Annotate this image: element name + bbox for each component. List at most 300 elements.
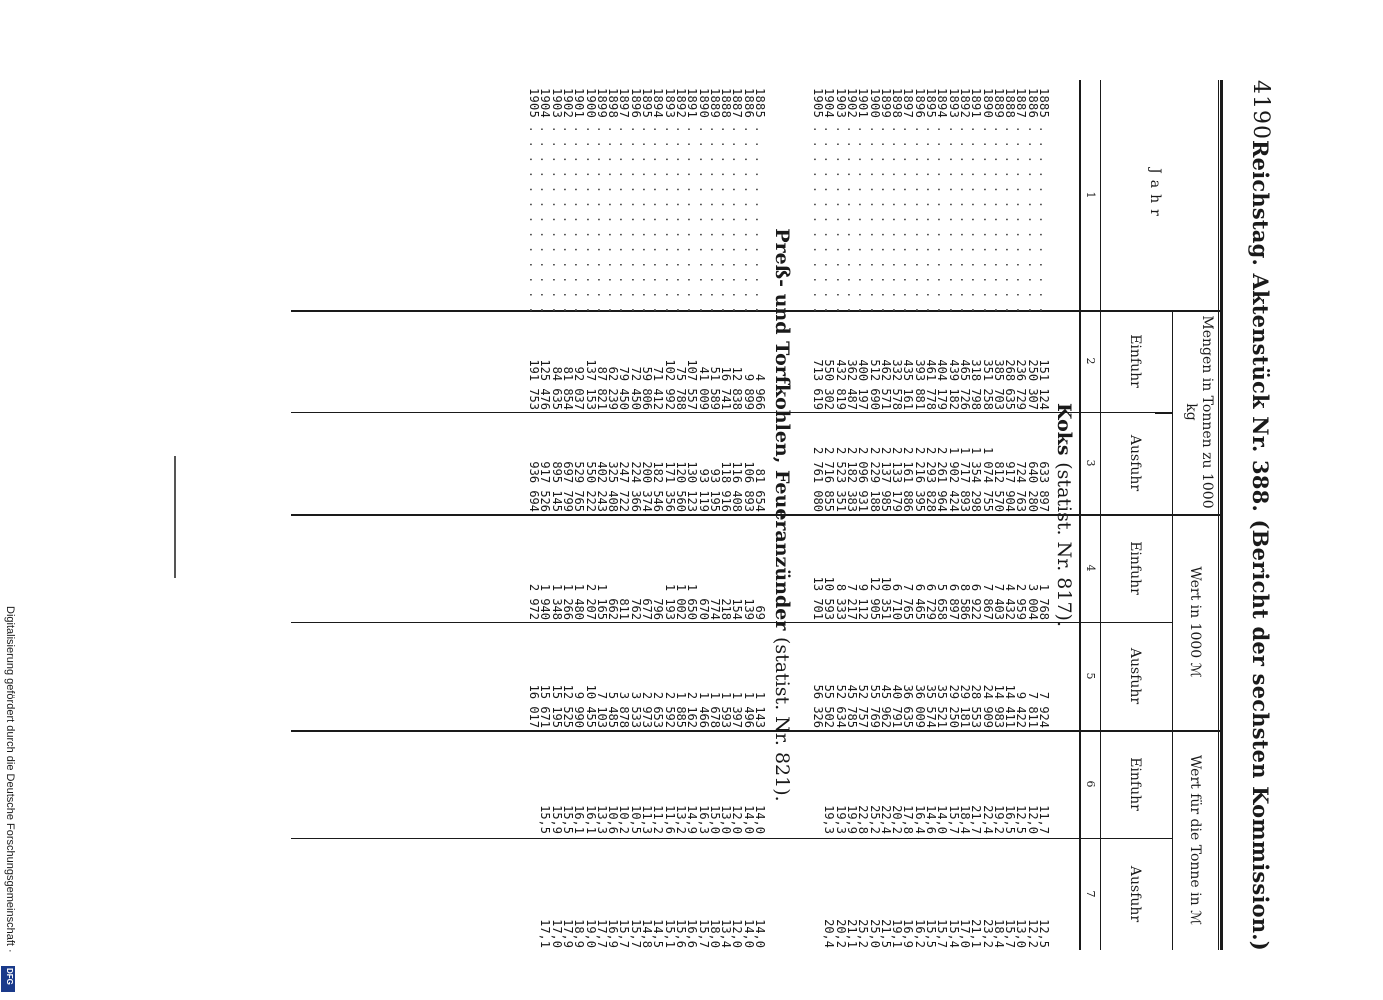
- leader-dots: . . . . . . . . . . . . .: [673, 118, 688, 314]
- year-value: 1894: [651, 88, 666, 119]
- col-number-2: 2: [1084, 357, 1097, 365]
- table-cell: 2 182 383: [844, 446, 859, 512]
- leader-dots: . . . . . . . . . . . . .: [640, 118, 655, 314]
- year-value: 1902: [844, 88, 859, 119]
- table-cell: 385 703: [991, 359, 1006, 410]
- table-cell: 12,0: [730, 805, 745, 834]
- leader-dots: . . . . . . . . . . . . .: [1014, 118, 1029, 314]
- leader-dots: . . . . . . . . . . . . .: [969, 118, 984, 314]
- table-cell: 15,5: [924, 919, 939, 948]
- table-cell: 17,0: [957, 919, 972, 948]
- table-cell: 15,7: [628, 919, 643, 948]
- table-cell: 724 763: [1014, 461, 1029, 512]
- table-cell: 21,1: [844, 919, 859, 948]
- year-value: 1897: [901, 88, 916, 119]
- leader-dots: . . . . . . . . . . . . .: [628, 118, 643, 314]
- leader-dots: . . . . . . . . . . . . .: [878, 118, 893, 314]
- table-cell: 1 593: [719, 691, 734, 728]
- table-cell: 2 207: [583, 583, 598, 620]
- table-cell: 512 690: [867, 359, 882, 410]
- table-cell: 917 526: [538, 461, 553, 512]
- year-value: 1891: [969, 88, 984, 119]
- leader-dots: . . . . . . . . . . . . .: [730, 118, 745, 314]
- table-cell: 7 217: [844, 583, 859, 620]
- table-cell: 4 432: [1003, 583, 1018, 620]
- table-cell: 713 619: [811, 359, 826, 410]
- year-value: 1889: [707, 88, 722, 119]
- leader-dots: . . . . . . . . . . . . .: [560, 118, 575, 314]
- table-cell: 15 195: [549, 684, 564, 728]
- table-cell: 1 902 424: [946, 446, 961, 512]
- leader-dots: . . . . . . . . . . . . .: [572, 118, 587, 314]
- table-cell: 2 137 985: [878, 446, 893, 512]
- leader-dots: . . . . . . . . . . . . .: [890, 118, 905, 314]
- table-cell: 10,5: [628, 805, 643, 834]
- table-cell: 2 133 179: [890, 446, 905, 512]
- table-cell: 16,5: [1003, 805, 1018, 834]
- table-cell: 529 765: [572, 461, 587, 512]
- table-cell: 11,7: [1037, 805, 1051, 834]
- value-header: Wert in 1000 ℳ: [1187, 566, 1203, 678]
- table-cell: 14 411: [1003, 684, 1018, 728]
- table-cell: 2 761 080: [811, 446, 826, 512]
- quantities-header: Mengen in Tonnen zu 1000 kg: [1183, 315, 1215, 509]
- table-cell: 1 466: [696, 691, 711, 728]
- table-cell: 93 195: [707, 468, 722, 512]
- data-column-3: [528, 412, 765, 512]
- table-cell: 154: [730, 598, 745, 620]
- table-cell: 811: [617, 598, 632, 620]
- year-value: 1903: [833, 88, 848, 119]
- digitization-credit: [2, 606, 22, 994]
- table-cell: 796: [651, 598, 666, 620]
- table-cell: 4 966: [753, 373, 767, 410]
- table-cell: 774: [707, 598, 722, 620]
- table-cell: 15 671: [538, 684, 553, 728]
- table-cell: 18,9: [572, 919, 587, 948]
- table-cell: 462 571: [878, 359, 893, 410]
- year-value: 1893: [662, 88, 677, 119]
- table-cell: 81 854: [560, 366, 575, 410]
- leader-dots: . . . . . . . . . . . . .: [606, 118, 621, 314]
- table-cell: 12,0: [1025, 805, 1040, 834]
- leader-dots: . . . . . . . . . . . . .: [822, 118, 837, 314]
- data-column-3: [812, 412, 1049, 512]
- table-cell: 12 838: [730, 366, 745, 410]
- leader-dots: . . . . . . . . . . . . .: [1003, 118, 1018, 314]
- table-cell: 6 897: [946, 583, 961, 620]
- dfg-logo-text: DFG: [5, 968, 14, 985]
- table-cell: 13,0: [1014, 919, 1029, 948]
- table-cell: 640 280: [1025, 461, 1040, 512]
- table-cell: 439 182: [946, 359, 961, 410]
- year-value: 1900: [583, 88, 598, 119]
- leader-dots: . . . . . . . . . . . . .: [867, 118, 882, 314]
- value-import-header: Einfuhr: [1127, 541, 1143, 595]
- leader-dots: . . . . . . . . . . . . .: [844, 118, 859, 314]
- leader-dots: . . . . . . . . . . . . .: [980, 118, 995, 314]
- leader-dots: . . . . . . . . . . . . .: [707, 118, 722, 314]
- data-column-6: [812, 730, 1049, 834]
- data-column-2: [528, 310, 765, 410]
- table-cell: 10,6: [606, 805, 621, 834]
- leader-dots: . . . . . . . . . . . . .: [685, 118, 700, 314]
- table-cell: 19,1: [890, 919, 905, 948]
- table-cell: 151 124: [1037, 359, 1051, 410]
- table-cell: 29 250: [946, 684, 961, 728]
- table-cell: 325 408: [606, 461, 621, 512]
- table-cell: 14,0: [741, 919, 756, 948]
- table-cell: 15,7: [935, 919, 950, 948]
- table-cell: 13 701: [811, 576, 826, 620]
- table-cell: 52 634: [833, 684, 848, 728]
- table-cell: 15,5: [560, 805, 575, 834]
- table-cell: 40 791: [890, 684, 905, 728]
- year-value: 1885: [753, 88, 767, 119]
- table-cell: 15,1: [662, 919, 677, 948]
- table-cell: 435 161: [901, 359, 916, 410]
- data-column-2: [812, 310, 1049, 410]
- rotated-document-page: [263, 80, 1273, 950]
- table-cell: 20,2: [833, 919, 848, 948]
- table-cell: 5 658: [935, 583, 950, 620]
- digitization-credit-text: Digitalisierung gefördert durch die Deutsche Forschungsgemeinschaft ·: [4, 606, 16, 953]
- data-column-4: [528, 514, 765, 620]
- leader-dots: . . . . . . . . . . . . .: [753, 118, 767, 314]
- table-cell: 28 553: [969, 684, 984, 728]
- table-cell: 24 909: [980, 684, 995, 728]
- table-cell: 351 258: [980, 359, 995, 410]
- table-cell: 393 881: [912, 359, 927, 410]
- table-cell: 17,7: [594, 919, 609, 948]
- table-cell: 102 992: [662, 359, 677, 410]
- year-value: 1887: [1014, 88, 1029, 119]
- table-cell: 22,8: [856, 805, 871, 834]
- table-cell: 11,2: [651, 805, 666, 834]
- leader-dots: . . . . . . . . . . . . .: [617, 118, 632, 314]
- table-cell: 18,4: [991, 919, 1006, 948]
- table-cell: 14 983: [991, 684, 1006, 728]
- leader-dots: . . . . . . . . . . . . .: [833, 118, 848, 314]
- table-cell: 6 922: [969, 583, 984, 620]
- table-cell: 93 119: [696, 468, 711, 512]
- table-cell: 16,1: [583, 805, 598, 834]
- table-cell: 9 899: [741, 373, 756, 410]
- header-subrule: [1172, 310, 1173, 950]
- qty-export-header: Ausfuhr: [1127, 434, 1143, 492]
- leader-dots: . . . . . . . . . . . . .: [991, 118, 1006, 314]
- table-cell: 1 002: [673, 583, 688, 620]
- table-cell: 8 333: [833, 583, 848, 620]
- table-cell: 1 496: [741, 691, 756, 728]
- table-cell: 20,2: [890, 805, 905, 834]
- year-value: 1904: [822, 88, 837, 119]
- year-value: 1886: [1025, 88, 1040, 119]
- table-cell: 125 476: [538, 359, 553, 410]
- table-cell: 812 570: [991, 461, 1006, 512]
- table-cell: 224 366: [628, 461, 643, 512]
- table-cell: 171 356: [662, 461, 677, 512]
- leader-dots: . . . . . . . . . . . . .: [856, 118, 871, 314]
- table-cell: 29 181: [957, 684, 972, 728]
- col-number-7: 7: [1084, 890, 1097, 898]
- table-cell: [812, 838, 823, 948]
- qty-import-header: Einfuhr: [1127, 334, 1143, 388]
- leader-dots: . . . . . . . . . . . . .: [651, 118, 666, 314]
- year-value: 1898: [606, 88, 621, 119]
- table-cell: 13,2: [673, 805, 688, 834]
- table-cell: 2 716 855: [822, 446, 837, 512]
- year-value: 1905: [527, 88, 542, 119]
- table-cell: 16,1: [572, 805, 587, 834]
- table-cell: 13,4: [719, 919, 734, 948]
- table-cell: 2 959: [1014, 583, 1029, 620]
- col-number-3: 3: [1084, 459, 1097, 467]
- table-cell: 250 307: [1025, 359, 1040, 410]
- table-cell: 1 143: [753, 691, 767, 728]
- pertonne-import-header: Einfuhr: [1127, 757, 1143, 811]
- table-cell: 1 480: [572, 583, 587, 620]
- dfg-logo: [1, 966, 15, 992]
- table-cell: 25,2: [856, 919, 871, 948]
- table-cell: 84 635: [549, 366, 564, 410]
- leader-dots: . . . . . . . . . . . . .: [594, 118, 609, 314]
- table-cell: 107 557: [685, 359, 700, 410]
- table-cell: 19,3: [822, 805, 837, 834]
- year-value: 1897: [617, 88, 632, 119]
- table-cell: 1 940: [538, 583, 553, 620]
- year-value: 1888: [1003, 88, 1018, 119]
- table-cell: 9 422: [1014, 691, 1029, 728]
- section-title-text: Preß- und Torfkohlen, Feueranzünder: [771, 228, 793, 631]
- table-cell: 1 266: [560, 583, 575, 620]
- table-cell: 191 753: [527, 359, 542, 410]
- table-cell: 10 351: [878, 576, 893, 620]
- year-value: 1901: [572, 88, 587, 119]
- table-cell: 2 973: [640, 691, 655, 728]
- table-cell: 18,0: [707, 919, 722, 948]
- table-cell: 9 990: [572, 691, 587, 728]
- table-cell: [528, 730, 539, 834]
- table-cell: [812, 730, 823, 834]
- table-cell: 318 798: [969, 359, 984, 410]
- table-cell: 45 785: [844, 684, 859, 728]
- table-cell: 670: [696, 598, 711, 620]
- table-cell: 15,7: [1003, 919, 1018, 948]
- table-cell: 6 465: [912, 583, 927, 620]
- table-cell: 10 593: [822, 576, 837, 620]
- table-cell: 332 578: [890, 359, 905, 410]
- col-number-4: 4: [1084, 564, 1097, 572]
- table-cell: 22,4: [878, 805, 893, 834]
- leader-dots: . . . . . . . . . . . . .: [901, 118, 916, 314]
- table-cell: 2 161 886: [901, 446, 916, 512]
- table-cell: 72 450: [628, 366, 643, 410]
- table-cell: 7 103: [594, 691, 609, 728]
- table-cell: 17,1: [538, 919, 553, 948]
- table-cell: 51 589: [707, 366, 722, 410]
- table-cell: 16,2: [912, 919, 927, 948]
- table-cell: 21,7: [969, 805, 984, 834]
- leader-dots: . . . . . . . . . . . . .: [935, 118, 950, 314]
- leader-dots: . . . . . . . . . . . . .: [538, 118, 553, 314]
- data-column-5: [812, 622, 1049, 728]
- table-cell: 118 916: [719, 461, 734, 512]
- year-value: 1892: [957, 88, 972, 119]
- col-number-6: 6: [1084, 780, 1097, 788]
- year-value: 1904: [538, 88, 553, 119]
- pertonne-export-header: Ausfuhr: [1127, 865, 1143, 923]
- table-cell: 17,8: [901, 805, 916, 834]
- table-cell: 18,4: [957, 805, 972, 834]
- table-cell: 2 162: [685, 691, 700, 728]
- year-value: 1887: [730, 88, 745, 119]
- table-cell: 1 165: [594, 583, 609, 620]
- table-cell: 21,5: [878, 919, 893, 948]
- year-value: 1901: [856, 88, 871, 119]
- table-cell: 116 408: [730, 461, 745, 512]
- leader-dots: . . . . . . . . . . . . .: [741, 118, 756, 314]
- table-cell: 465 726: [957, 359, 972, 410]
- table-cell: 9 112: [856, 583, 871, 620]
- table-cell: 182 546: [651, 461, 666, 512]
- year-value: 1889: [991, 88, 1006, 119]
- year-value: 1885: [1037, 88, 1051, 119]
- col-number-5: 5: [1084, 672, 1097, 680]
- year-value: 1899: [878, 88, 893, 119]
- table-cell: 1 768: [1037, 583, 1051, 620]
- leader-dots: . . . . . . . . . . . . .: [1037, 118, 1051, 314]
- table-cell: 14,0: [935, 805, 950, 834]
- section-title-presskohlen: [771, 80, 793, 950]
- year-value: 1891: [685, 88, 700, 119]
- running-header: [1233, 80, 1273, 950]
- year-value: 1902: [560, 88, 575, 119]
- table-cell: 35 574: [924, 684, 939, 728]
- table-cell: 15,7: [946, 805, 961, 834]
- table-cell: 15,7: [696, 919, 711, 948]
- table-cell: 1 678: [707, 691, 722, 728]
- year-value: 1895: [640, 88, 655, 119]
- leader-dots: . . . . . . . . . . . . .: [662, 118, 677, 314]
- col-number-1: 1: [1084, 191, 1097, 199]
- table-cell: 36 009: [912, 684, 927, 728]
- table-cell: 69: [753, 605, 767, 620]
- running-title: Reichstag. Aktenstück Nr. 388. (Bericht der sechsten Kommission.): [1248, 140, 1273, 951]
- vline-qty-sep: [1155, 412, 1173, 414]
- table-cell: 7 867: [980, 583, 995, 620]
- year-value: 1894: [935, 88, 950, 119]
- table-cell: 41 009: [696, 366, 711, 410]
- table-cell: 7 403: [991, 583, 1006, 620]
- table-cell: 2 523 351: [833, 446, 848, 512]
- table-cell: 3 004: [1025, 583, 1040, 620]
- year-value: 1895: [924, 88, 939, 119]
- table-cell: 3 878: [617, 691, 632, 728]
- table-cell: 936 694: [527, 461, 542, 512]
- year-header: Jahr: [1147, 168, 1163, 222]
- data-column-4: [812, 514, 1049, 620]
- table-cell: 400 197: [856, 359, 871, 410]
- table-cell: 11,3: [640, 805, 655, 834]
- leader-dots: . . . . . . . . . . . . .: [957, 118, 972, 314]
- year-value: 1892: [673, 88, 688, 119]
- table-cell: 13,3: [594, 805, 609, 834]
- table-cell: 1 074 755: [980, 446, 995, 512]
- table-cell: 17,0: [549, 919, 564, 948]
- year-column: [811, 80, 1051, 314]
- table-cell: 25,2: [867, 805, 882, 834]
- table-cell: 87 821: [594, 366, 609, 410]
- leader-dots: . . . . . . . . . . . . .: [527, 118, 542, 314]
- table-cell: 633 897: [1037, 461, 1051, 512]
- value-per-tonne-header: Wert für die Tonne in ℳ: [1187, 754, 1203, 926]
- table-cell: 55 769: [867, 684, 882, 728]
- table-cell: 55 502: [822, 684, 837, 728]
- table-cell: 16,6: [685, 919, 700, 948]
- table-cell: 16,9: [901, 919, 916, 948]
- year-value: 1890: [980, 88, 995, 119]
- table-cell: 92 037: [572, 366, 587, 410]
- table-cell: 6 710: [890, 583, 905, 620]
- table-cell: 895 145: [549, 461, 564, 512]
- table-cell: 550 222: [583, 461, 598, 512]
- table-cell: 1 717 893: [957, 446, 972, 512]
- table-cell: 1 193: [662, 583, 677, 620]
- table-cell: 14,9: [685, 805, 700, 834]
- year-value: 1899: [594, 88, 609, 119]
- leader-dots: . . . . . . . . . . . . .: [719, 118, 734, 314]
- table-cell: 677: [640, 598, 655, 620]
- table-cell: 137 153: [583, 359, 598, 410]
- table-cell: 12 905: [867, 576, 882, 620]
- table-cell: 2 216 395: [912, 446, 927, 512]
- year-value: 1900: [867, 88, 882, 119]
- table-cell: 16,4: [912, 805, 927, 834]
- table-cell: 15,4: [946, 919, 961, 948]
- year-value: 1890: [696, 88, 711, 119]
- table-cell: 56 326: [811, 684, 826, 728]
- table-cell: 12,0: [730, 919, 745, 948]
- table-cell: 25,0: [867, 919, 882, 948]
- page-number: 4190: [1248, 80, 1273, 140]
- table-cell: 75 788: [673, 366, 688, 410]
- year-value: 1905: [811, 88, 826, 119]
- table-cell: 8 586: [957, 583, 972, 620]
- table-cell: 14,0: [753, 919, 767, 948]
- table-cell: 14,6: [924, 805, 939, 834]
- year-cell: [811, 80, 826, 314]
- table-cell: 16,9: [606, 919, 621, 948]
- data-column-7: [528, 838, 765, 948]
- leader-dots: . . . . . . . . . . . . .: [811, 118, 826, 314]
- table-cell: 14,0: [741, 805, 756, 834]
- table-cell: 697 799: [560, 461, 575, 512]
- table-cell: [528, 838, 539, 948]
- table-cell: 19,2: [991, 805, 1006, 834]
- table-cell: 2 592: [662, 691, 677, 728]
- table-cell: 362 487: [844, 359, 859, 410]
- table-cell: 106 893: [741, 461, 756, 512]
- table-cell: 20,4: [822, 919, 837, 948]
- table-cell: 268 635: [1003, 359, 1018, 410]
- table-cell: 402 243: [594, 461, 609, 512]
- table-cell: 62 239: [606, 366, 621, 410]
- table-cell: 11,6: [662, 805, 677, 834]
- data-column-6: [528, 730, 765, 834]
- table-cell: 432 819: [833, 359, 848, 410]
- table-cell: 236 729: [1014, 359, 1029, 410]
